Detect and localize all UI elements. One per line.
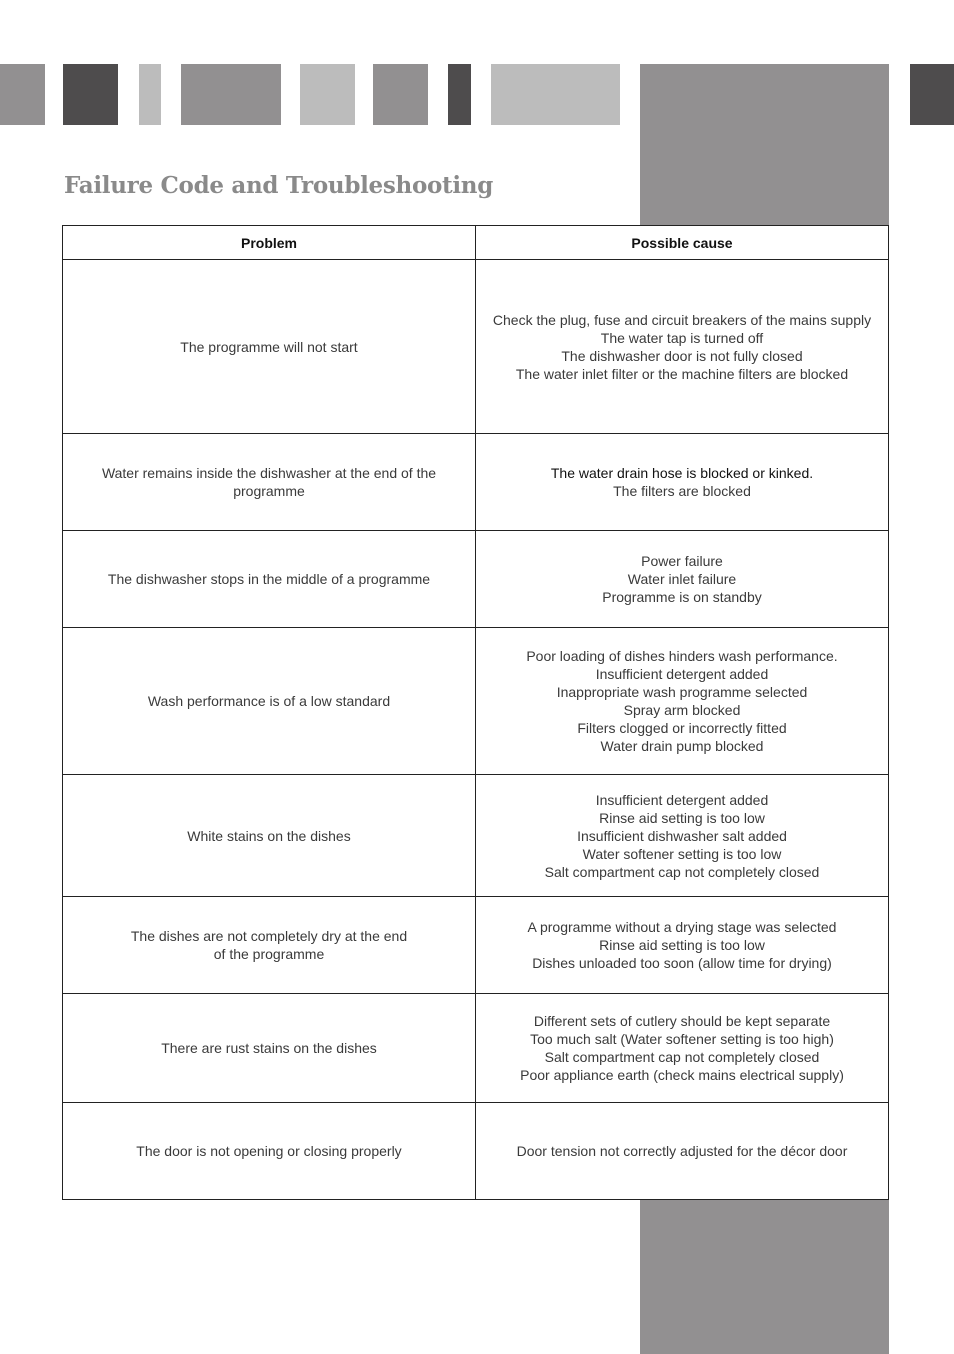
- cause-text: The water inlet filter or the machine filters are blocked: [515, 365, 849, 382]
- cause-text: The filters are blocked: [613, 483, 751, 499]
- troubleshooting-table: [62, 225, 889, 1200]
- problem-text: programme: [233, 483, 305, 499]
- cause-text: Salt compartment cap not completely closed: [544, 863, 820, 880]
- cause-text: Water drain pump blocked: [600, 738, 764, 754]
- problem-cell: [63, 434, 476, 531]
- table-row: [63, 1103, 889, 1200]
- cause-text: The water drain hose is blocked or kinked.: [550, 465, 814, 481]
- header-block-9: [910, 64, 954, 125]
- cause-text: Insufficient dishwasher salt added: [577, 827, 787, 844]
- cause-cell: [476, 775, 889, 897]
- column-header-possible-cause: Possible cause: [476, 226, 889, 260]
- problem-cell: [63, 628, 476, 775]
- header-block-6: [373, 64, 428, 125]
- header-block-3: [139, 64, 161, 125]
- cause-text: Programme is on standby: [602, 589, 762, 605]
- table-row: [63, 775, 889, 897]
- cause-text: Poor loading of dishes hinders wash performance.: [526, 648, 838, 664]
- column-header-problem: Problem: [63, 226, 476, 260]
- cause-cell: [476, 897, 889, 994]
- header-block-8: [491, 64, 620, 125]
- table-row: [63, 531, 889, 628]
- cause-cell: [476, 628, 889, 775]
- cause-text: Too much salt (Water softener setting is too high): [530, 1031, 834, 1047]
- header-block-2: [63, 64, 118, 125]
- side-panel-bottom: [640, 1199, 889, 1354]
- header-block-1: [0, 64, 45, 125]
- problem-text: There are rust stains on the dishes: [161, 1040, 377, 1056]
- side-panel-top: [640, 64, 889, 226]
- cause-text: Different sets of cutlery should be kept separate: [533, 1013, 831, 1029]
- cause-text: A programme without a drying stage was selected: [527, 919, 837, 935]
- cause-cell: [476, 1103, 889, 1200]
- page-title: Failure Code and Troubleshooting: [64, 172, 494, 199]
- problem-text: Wash performance is of a low standard: [147, 693, 391, 709]
- table-header-row: [63, 226, 889, 260]
- cause-text: Rinse aid setting is too low: [599, 937, 765, 953]
- cause-text: Salt compartment cap not completely closed: [544, 1049, 820, 1065]
- cause-cell: [476, 531, 889, 628]
- cause-cell: [476, 260, 889, 434]
- table-row: [63, 434, 889, 531]
- table-row: [63, 994, 889, 1103]
- cause-text: Inappropriate wash programme selected: [556, 684, 808, 700]
- cause-text: Filters clogged or incorrectly fitted: [577, 720, 787, 736]
- cause-text: Water inlet failure: [627, 571, 737, 587]
- problem-text: White stains on the dishes: [187, 827, 351, 844]
- cause-text: Dishes unloaded too soon (allow time for drying): [532, 955, 832, 971]
- cause-text: Power failure: [641, 553, 723, 569]
- problem-cell: [63, 897, 476, 994]
- cause-text: Door tension not correctly adjusted for the décor door: [516, 1143, 848, 1159]
- header-block-4: [181, 64, 281, 125]
- cause-text: Poor appliance earth (check mains electrical supply): [520, 1067, 844, 1083]
- cause-text: Insufficient detergent added: [595, 791, 769, 808]
- header-block-7: [448, 64, 471, 125]
- problem-text: The dishwasher stops in the middle of a programme: [107, 571, 431, 587]
- cause-text: The water tap is turned off: [600, 329, 764, 346]
- cause-text: Spray arm blocked: [623, 702, 741, 718]
- table-row: [63, 628, 889, 775]
- cause-cell: [476, 994, 889, 1103]
- problem-text: The dishes are not completely dry at the end: [130, 928, 408, 944]
- problem-cell: [63, 775, 476, 897]
- cause-text: The dishwasher door is not fully closed: [561, 347, 803, 364]
- problem-text: The door is not opening or closing properly: [136, 1143, 402, 1159]
- table-row: [63, 260, 889, 434]
- header-block-5: [300, 64, 355, 125]
- table-row: [63, 897, 889, 994]
- problem-cell: [63, 260, 476, 434]
- problem-cell: [63, 531, 476, 628]
- problem-text: Water remains inside the dishwasher at the end of the: [101, 465, 437, 481]
- cause-text: Insufficient detergent added: [595, 666, 769, 682]
- cause-text: Rinse aid setting is too low: [599, 809, 765, 826]
- cause-text: Water softener setting is too low: [582, 845, 782, 862]
- cause-text: Check the plug, fuse and circuit breakers of the mains supply: [492, 311, 872, 328]
- problem-text: The programme will not start: [180, 338, 358, 355]
- cause-cell: [476, 434, 889, 531]
- problem-text: of the programme: [213, 946, 325, 962]
- problem-cell: [63, 994, 476, 1103]
- problem-cell: [63, 1103, 476, 1200]
